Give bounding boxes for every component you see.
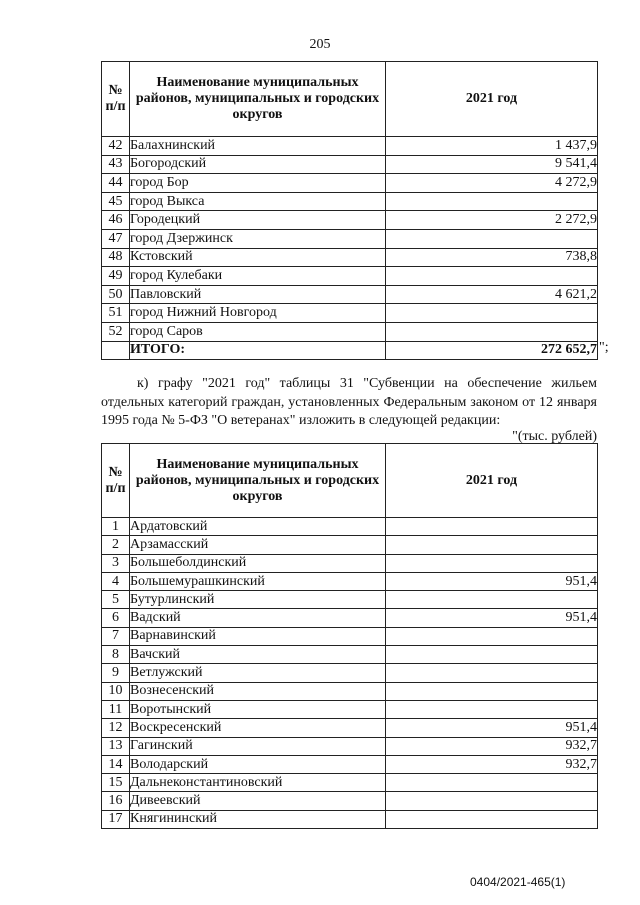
total-label: ИТОГО: (130, 341, 386, 360)
row-district-name: Большемурашкинский (130, 572, 386, 590)
row-district-name: Большеболдинский (130, 554, 386, 572)
row-number: 50 (102, 285, 130, 304)
row-number: 13 (102, 737, 130, 755)
row-value (386, 267, 598, 286)
table-row (102, 554, 598, 572)
row-number: 52 (102, 322, 130, 341)
total-num-cell (102, 341, 130, 360)
row-value: 2 272,9 (386, 211, 598, 230)
row-value (386, 536, 598, 554)
row-number: 48 (102, 248, 130, 267)
row-district-name: город Саров (130, 322, 386, 341)
row-value (386, 810, 598, 828)
table-header-row (102, 444, 598, 518)
header-year: 2021 год (386, 444, 598, 518)
row-district-name: Володарский (130, 755, 386, 773)
row-number: 11 (102, 700, 130, 718)
row-number: 2 (102, 536, 130, 554)
row-district-name: Вознесенский (130, 682, 386, 700)
table-row (102, 810, 598, 828)
table-header-row (102, 62, 598, 137)
row-value (386, 229, 598, 248)
quote-end-mark: "; (599, 340, 609, 355)
table-row (102, 174, 598, 193)
table-row (102, 229, 598, 248)
table-row (102, 322, 598, 341)
allocation-table-2 (101, 443, 598, 829)
row-value (386, 664, 598, 682)
row-value (386, 518, 598, 536)
row-value: 951,4 (386, 609, 598, 627)
row-value (386, 646, 598, 664)
row-number: 42 (102, 137, 130, 156)
total-row (102, 341, 598, 360)
row-number: 49 (102, 267, 130, 286)
row-value (386, 304, 598, 323)
row-district-name: Дивеевский (130, 792, 386, 810)
header-name: Наименование муниципальных районов, муниципальных и городских округов (130, 62, 386, 137)
total-value: 272 652,7 (386, 341, 598, 360)
row-number: 4 (102, 572, 130, 590)
row-number: 12 (102, 719, 130, 737)
row-value (386, 700, 598, 718)
table-row (102, 536, 598, 554)
table-row (102, 137, 598, 156)
row-district-name: Вачский (130, 646, 386, 664)
row-value: 738,8 (386, 248, 598, 267)
header-num: № п/п (102, 444, 130, 518)
allocation-table-1 (101, 61, 598, 360)
table-row (102, 304, 598, 323)
table-row (102, 719, 598, 737)
table-row (102, 248, 598, 267)
row-value: 951,4 (386, 719, 598, 737)
row-district-name: Арзамасский (130, 536, 386, 554)
row-district-name: город Бор (130, 174, 386, 193)
row-value: 4 272,9 (386, 174, 598, 193)
table-row (102, 518, 598, 536)
row-district-name: Богородский (130, 155, 386, 174)
table-row (102, 267, 598, 286)
row-district-name: Воскресенский (130, 719, 386, 737)
row-number: 43 (102, 155, 130, 174)
table-row (102, 755, 598, 773)
table-row (102, 591, 598, 609)
table-row (102, 664, 598, 682)
row-number: 3 (102, 554, 130, 572)
row-district-name: Кстовский (130, 248, 386, 267)
table-row (102, 192, 598, 211)
amendment-text: к) графу "2021 год" таблицы 31 "Субвенции на обеспечение жильем отдельных категорий граждан, установленных Федеральным законом от 12 января 1995 года № 5-ФЗ "О ветеранах" изложить в следующей редакции: (101, 376, 597, 428)
row-number: 6 (102, 609, 130, 627)
row-district-name: Княгининский (130, 810, 386, 828)
header-name: Наименование муниципальных районов, муниципальных и городских округов (130, 444, 386, 518)
row-value: 9 541,4 (386, 155, 598, 174)
row-district-name: Гагинский (130, 737, 386, 755)
row-district-name: Ардатовский (130, 518, 386, 536)
page-number: 205 (309, 37, 331, 52)
row-number: 45 (102, 192, 130, 211)
row-number: 16 (102, 792, 130, 810)
row-value: 951,4 (386, 572, 598, 590)
row-number: 17 (102, 810, 130, 828)
row-value (386, 792, 598, 810)
row-number: 51 (102, 304, 130, 323)
row-value (386, 192, 598, 211)
row-value (386, 591, 598, 609)
row-number: 5 (102, 591, 130, 609)
row-value (386, 682, 598, 700)
table-row (102, 737, 598, 755)
row-number: 47 (102, 229, 130, 248)
row-district-name: Варнавинский (130, 627, 386, 645)
row-number: 9 (102, 664, 130, 682)
row-number: 15 (102, 774, 130, 792)
row-district-name: Вадский (130, 609, 386, 627)
table-row (102, 792, 598, 810)
table-row (102, 155, 598, 174)
row-number: 44 (102, 174, 130, 193)
row-district-name: город Нижний Новгород (130, 304, 386, 323)
table-row (102, 285, 598, 304)
row-number: 10 (102, 682, 130, 700)
row-district-name: Городецкий (130, 211, 386, 230)
row-value: 932,7 (386, 737, 598, 755)
row-district-name: город Кулебаки (130, 267, 386, 286)
row-district-name: Балахнинский (130, 137, 386, 156)
row-number: 7 (102, 627, 130, 645)
row-district-name: Дальнеконстантиновский (130, 774, 386, 792)
row-value (386, 322, 598, 341)
table-row (102, 572, 598, 590)
amendment-paragraph (101, 375, 597, 431)
table-row (102, 609, 598, 627)
row-value (386, 774, 598, 792)
table-row (102, 700, 598, 718)
row-value: 932,7 (386, 755, 598, 773)
row-district-name: Воротынский (130, 700, 386, 718)
row-district-name: Бутурлинский (130, 591, 386, 609)
table-row (102, 646, 598, 664)
table-row (102, 211, 598, 230)
row-number: 46 (102, 211, 130, 230)
row-value: 4 621,2 (386, 285, 598, 304)
row-district-name: Павловский (130, 285, 386, 304)
row-value (386, 627, 598, 645)
row-number: 1 (102, 518, 130, 536)
table-row (102, 682, 598, 700)
table-row (102, 774, 598, 792)
row-number: 14 (102, 755, 130, 773)
row-value (386, 554, 598, 572)
row-district-name: город Дзержинск (130, 229, 386, 248)
document-code: 0404/2021-465(1) (470, 875, 566, 889)
row-value: 1 437,9 (386, 137, 598, 156)
table-row (102, 627, 598, 645)
row-district-name: Ветлужский (130, 664, 386, 682)
row-district-name: город Выкса (130, 192, 386, 211)
row-number: 8 (102, 646, 130, 664)
units-label: "(тыс. рублей) (512, 429, 597, 444)
header-num: № п/п (102, 62, 130, 137)
header-year: 2021 год (386, 62, 598, 137)
